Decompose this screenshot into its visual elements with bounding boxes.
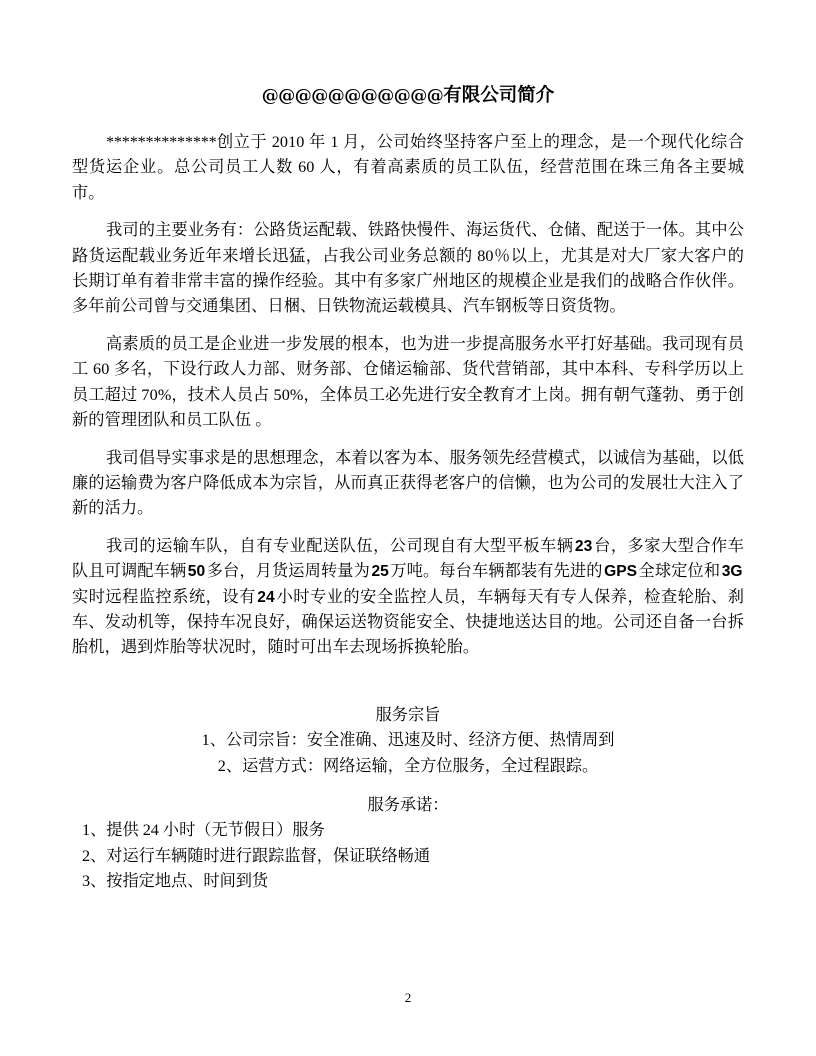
fleet-text-run: 多台，月货运周转量为 [206,562,370,581]
service-promise-item-1: 1、提供 24 小时（无节假日）服务 [82,821,325,840]
fleet-figure: 3G [721,563,743,581]
page-title [72,84,744,108]
paragraph-intro [72,130,744,206]
section-spacer [72,673,744,703]
paragraph-fleet [72,534,744,661]
paragraph-intro-text: 创立于 2010 年 1 月，公司始终坚持客户至上的理念，是一个现代化综合型货运企业。总公司员工人数 60 人，有着高素质的员工队伍，经营范围在珠三角各主要城市。 [72,133,744,202]
service-purpose-heading: 服务宗旨 [375,705,441,724]
fleet-figure: 24 [257,588,275,606]
title-main-text: 有限公司简介 [443,86,555,106]
fleet-figure: 25 [371,563,389,581]
fleet-figure: 23 [574,537,593,555]
service-promise-heading: 服务承诺： [367,795,449,814]
asterisk-placeholder: ************** [106,133,217,152]
fleet-text-run: 实时远程监控系统，设有 [72,587,256,606]
fleet-text-run: 万吨。每台车辆都装有先进的 [390,562,603,581]
fleet-text-run: 全球定位和 [638,562,721,581]
document-body [72,84,744,895]
fleet-figure: 50 [187,563,206,581]
service-purpose-item-1: 1、公司宗旨：安全准确、迅速及时、经济方便、热情周到 [201,731,615,750]
fleet-figure: GPS [604,563,638,581]
service-promise-item-3: 3、按指定地点、时间到货 [82,872,269,891]
fleet-text-run: 台，多家大型合作车队且可调配车辆 [72,536,744,581]
service-purpose-item-2: 2、运营方式：网络运输，全方位服务，全过程跟踪。 [217,756,599,775]
paragraph-philosophy: 我司倡导实事求是的思想理念，本着以客为本、服务领先经营模式，以诚信为基础，以低廉的运输费为客户降低成本为宗旨，从而真正获得老客户的信懒，也为公司的发展壮大注入了新的活力。 [72,448,744,518]
title-at-prefix: @@@@@@@@@@@ [261,86,444,106]
paragraph-staff: 高素质的员工是企业进一步发展的根本，也为进一步提高服务水平打好基础。我司现有员工 60 多名，下设行政人力部、财务部、仓储运输部、货代营销部，其中本科、专科学历以上员工超过 70%，技术人员占 50%，全体员工必先进行安全教育才上岗。拥有朝气蓬勃、勇于创新的管理团队和员工队伍 。 [72,334,744,430]
service-promise-list [72,818,744,894]
service-promise-item-2: 2、对运行车辆随时进行跟踪监督，保证联络畅通 [82,846,431,865]
fleet-text-run: 我司的运输车队，自有专业配送队伍，公司现自有大型平板车辆 [106,536,574,555]
paragraph-business: 我司的主要业务有：公路货运配载、铁路快慢件、海运货代、仓储、配送于一体。其中公路货运配载业务近年来增长迅猛，占我公司业务总额的 80％以上，尤其是对大厂家大客户的长期订单有着非常丰富的操作经验。其中有多家广州地区的规模企业是我们的战略合作伙伴。多年前公司曾与交通集团、日梱、日铁物流运载模具、汽车钢板等日资货物。 [72,221,744,316]
section-spacer-2 [72,779,744,793]
service-purpose-section [72,703,744,779]
fleet-text-run: 小时专业的安全监控人员，车辆每天有专人保养，检查轮胎、刹车、发动机等，保持车况良好，确保运送物资能安全、快捷地送达目的地。公司还自备一台拆胎机，遇到炸胎等状况时，随时可出车去现场拆换轮胎。 [72,587,744,657]
page-number: 2 [404,990,412,1005]
